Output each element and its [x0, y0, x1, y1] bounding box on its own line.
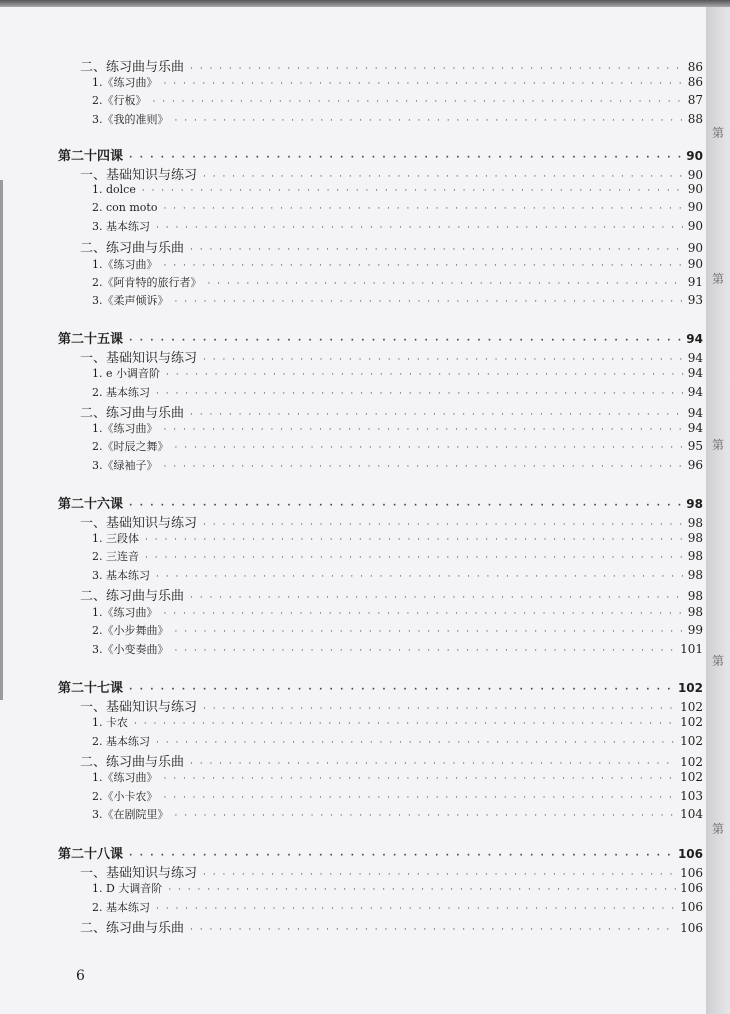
toc-entry-page: 88: [687, 112, 703, 126]
toc-item: [92, 806, 703, 822]
toc-section: [80, 751, 703, 770]
toc-entry-page: 98: [687, 605, 703, 619]
toc-entry-page: 98: [687, 516, 703, 530]
toc-entry-title: 2. 基本练习: [92, 735, 150, 748]
toc-entry-title: 二、练习曲与乐曲: [80, 406, 185, 421]
toc-item: [92, 420, 703, 436]
toc-entry-page: 101: [680, 642, 703, 656]
toc-entry-title: 2. 三连音: [92, 550, 139, 563]
toc-section: [80, 585, 703, 604]
toc-entry-title: 3.《我的准则》: [92, 113, 169, 126]
dot-leader: [164, 261, 684, 271]
toc-entry-page: 98: [687, 531, 703, 545]
toc-item: [92, 622, 703, 638]
dot-leader: [142, 186, 684, 196]
dot-leader: [203, 172, 684, 182]
toc-entry-page: 106: [680, 881, 703, 895]
toc-lesson: [58, 145, 703, 164]
dot-leader: [163, 204, 683, 214]
toc-entry-page: 90: [687, 219, 703, 233]
toc-entry-page: 102: [680, 734, 703, 748]
toc-entry-page: 91: [687, 275, 703, 289]
toc-entry-title: 2. 基本练习: [92, 386, 150, 399]
dot-leader: [129, 153, 682, 163]
toc-lesson: [58, 328, 703, 347]
toc-entry-page: 90: [687, 200, 703, 214]
toc-entry-title: 3. 基本练习: [92, 220, 150, 233]
dot-leader: [190, 759, 676, 769]
toc-entry-title: 1.《练习曲》: [92, 771, 158, 784]
dot-leader: [166, 370, 684, 380]
toc-entry-page: 90: [687, 182, 703, 196]
toc-entry-title: 3.《绿袖子》: [92, 459, 158, 472]
toc-entry-title: 2. con moto: [92, 201, 158, 214]
toc-entry-title: 一、基础知识与练习: [80, 168, 198, 183]
dot-leader: [190, 925, 676, 935]
dot-leader: [164, 462, 684, 472]
toc-entry-title: 二、练习曲与乐曲: [80, 60, 185, 75]
toc-item: [92, 733, 703, 749]
toc-entry-title: 第二十四课: [58, 149, 124, 164]
dot-leader: [145, 535, 684, 545]
dot-leader: [203, 870, 676, 880]
dot-leader: [156, 223, 684, 233]
toc-item: [92, 714, 703, 730]
toc-lesson: [58, 677, 703, 696]
toc-entry-title: 二、练习曲与乐曲: [80, 241, 185, 256]
toc-entry-page: 94: [687, 351, 703, 365]
toc-item: [92, 182, 703, 196]
toc-item: [92, 92, 703, 108]
toc-entry-page: 94: [687, 421, 703, 435]
dot-leader: [208, 279, 684, 289]
toc-entry-title: 3. 基本练习: [92, 569, 150, 582]
dot-leader: [153, 97, 684, 107]
toc-entry-page: 87: [687, 93, 703, 107]
toc-item: [92, 788, 703, 804]
toc-entry-title: 2.《阿肯特的旅行者》: [92, 276, 202, 289]
toc-entry-title: 一、基础知识与练习: [80, 866, 198, 881]
dot-leader: [168, 885, 676, 895]
toc-entry-title: 3.《小变奏曲》: [92, 643, 169, 656]
dot-leader: [190, 245, 684, 255]
toc-item: [92, 111, 703, 127]
toc-entry-title: 1. 三段体: [92, 532, 139, 545]
toc-entry-title: 一、基础知识与练习: [80, 700, 198, 715]
toc-entry-page: 94: [686, 332, 703, 346]
toc-entry-title: 1. e 小调音阶: [92, 367, 160, 380]
toc-lesson: [58, 493, 703, 512]
dot-leader: [175, 811, 677, 821]
toc-item: [92, 880, 703, 896]
dot-leader: [164, 793, 677, 803]
toc-entry-title: 2. 基本练习: [92, 901, 150, 914]
toc-entry-title: 第二十五课: [58, 332, 124, 347]
toc-entry-page: 103: [680, 789, 703, 803]
toc-item: [92, 274, 703, 290]
dot-leader: [203, 704, 676, 714]
toc-section: [80, 164, 703, 183]
toc-item: [92, 200, 703, 214]
dot-leader: [156, 904, 676, 914]
toc-entry-title: 第二十七课: [58, 681, 124, 696]
toc-item: [92, 256, 703, 272]
dot-leader: [190, 410, 684, 420]
toc-entry-page: 95: [687, 439, 703, 453]
side-mark: 第: [712, 438, 725, 452]
dot-leader: [175, 297, 684, 307]
toc-section: [80, 917, 703, 936]
toc-entry-page: 98: [686, 497, 703, 511]
dot-leader: [156, 738, 676, 748]
page-top-edge: [0, 0, 730, 7]
toc-item: [92, 641, 703, 657]
toc-entry-page: 98: [687, 589, 703, 603]
toc-item: [92, 567, 703, 583]
toc-section: [80, 56, 703, 75]
toc-item: [92, 899, 703, 915]
toc-entry-title: 1. 卡农: [92, 716, 128, 729]
toc-entry-title: 3.《柔声倾诉》: [92, 294, 169, 307]
page-left-edge: [0, 180, 3, 700]
toc-item: [92, 438, 703, 454]
toc-entry-title: 2.《小卡农》: [92, 790, 158, 803]
toc-entry-title: 一、基础知识与练习: [80, 351, 198, 366]
toc-entry-page: 102: [680, 770, 703, 784]
toc-entry-page: 90: [687, 241, 703, 255]
dot-leader: [175, 627, 684, 637]
toc-entry-page: 94: [687, 366, 703, 380]
toc-item: [92, 292, 703, 308]
toc-item: [92, 530, 703, 546]
dot-leader: [164, 79, 684, 89]
toc-entry-page: 104: [680, 807, 703, 821]
toc-item: [92, 604, 703, 620]
dot-leader: [164, 609, 684, 619]
toc-entry-page: 106: [677, 847, 703, 861]
side-mark: 第: [712, 126, 725, 140]
toc-entry-page: 86: [687, 60, 703, 74]
toc-entry-title: 1.《练习曲》: [92, 258, 158, 271]
toc-entry-title: 2.《行板》: [92, 94, 147, 107]
toc-entry-page: 94: [687, 385, 703, 399]
side-mark: 第: [712, 822, 725, 836]
next-page-edge: [706, 0, 730, 1014]
toc-item: [92, 457, 703, 473]
toc-entry-title: 第二十八课: [58, 847, 124, 862]
toc-entry-page: 106: [680, 921, 703, 935]
toc-section: [80, 402, 703, 421]
toc-entry-page: 93: [687, 293, 703, 307]
toc-entry-title: 2.《小步舞曲》: [92, 624, 169, 637]
dot-leader: [164, 774, 677, 784]
toc-entry-title: 2.《时辰之舞》: [92, 440, 169, 453]
dot-leader: [175, 646, 677, 656]
dot-leader: [175, 443, 684, 453]
toc-entry-title: 1.《练习曲》: [92, 606, 158, 619]
toc-section: [80, 347, 703, 366]
toc-entry-title: 二、练习曲与乐曲: [80, 921, 185, 936]
toc-entry-page: 86: [687, 75, 703, 89]
dot-leader: [164, 425, 684, 435]
page-number: 6: [76, 968, 85, 984]
toc-entry-page: 99: [687, 623, 703, 637]
dot-leader: [156, 389, 684, 399]
toc-entry-page: 90: [687, 257, 703, 271]
toc-entry-page: 106: [680, 900, 703, 914]
dot-leader: [129, 851, 674, 861]
toc-section: [80, 512, 703, 531]
dot-leader: [190, 593, 684, 603]
toc-entry-page: 102: [677, 681, 703, 695]
toc-entry-title: 1. D 大调音阶: [92, 882, 163, 895]
dot-leader: [129, 336, 682, 346]
toc-entry-page: 96: [687, 458, 703, 472]
side-mark: 第: [712, 272, 725, 286]
toc-section: [80, 862, 703, 881]
toc-lesson: [58, 843, 703, 862]
toc-entry-page: 90: [686, 149, 703, 163]
toc-entry-title: 二、练习曲与乐曲: [80, 589, 185, 604]
toc-entry-title: 3.《在剧院里》: [92, 808, 169, 821]
dot-leader: [145, 553, 684, 563]
dot-leader: [203, 520, 684, 530]
toc-entry-title: 1.《练习曲》: [92, 422, 158, 435]
toc-section: [80, 696, 703, 715]
toc-entry-page: 94: [687, 406, 703, 420]
toc-entry-page: 102: [680, 715, 703, 729]
dot-leader: [129, 501, 682, 511]
toc-entry-page: 102: [680, 755, 703, 769]
dot-leader: [175, 116, 684, 126]
toc-entry-title: 一、基础知识与练习: [80, 516, 198, 531]
toc-section: [80, 237, 703, 256]
toc-item: [92, 218, 703, 234]
dot-leader: [134, 719, 676, 729]
toc-entry-title: 二、练习曲与乐曲: [80, 755, 185, 770]
toc-item: [92, 548, 703, 564]
dot-leader: [156, 572, 684, 582]
toc-entry-page: 90: [687, 168, 703, 182]
toc-entry-page: 106: [680, 866, 703, 880]
dot-leader: [129, 685, 674, 695]
dot-leader: [190, 64, 684, 74]
toc-entry-title: 1.《练习曲》: [92, 76, 158, 89]
toc-entry-page: 98: [687, 568, 703, 582]
toc-item: [92, 365, 703, 381]
dot-leader: [203, 355, 684, 365]
side-mark: 第: [712, 654, 725, 668]
toc-entry-page: 102: [680, 700, 703, 714]
toc-item: [92, 384, 703, 400]
toc-entry-title: 1. dolce: [92, 183, 136, 196]
toc-entry-page: 98: [687, 549, 703, 563]
toc-entry-title: 第二十六课: [58, 497, 124, 512]
toc-item: [92, 769, 703, 785]
toc-item: [92, 74, 703, 90]
